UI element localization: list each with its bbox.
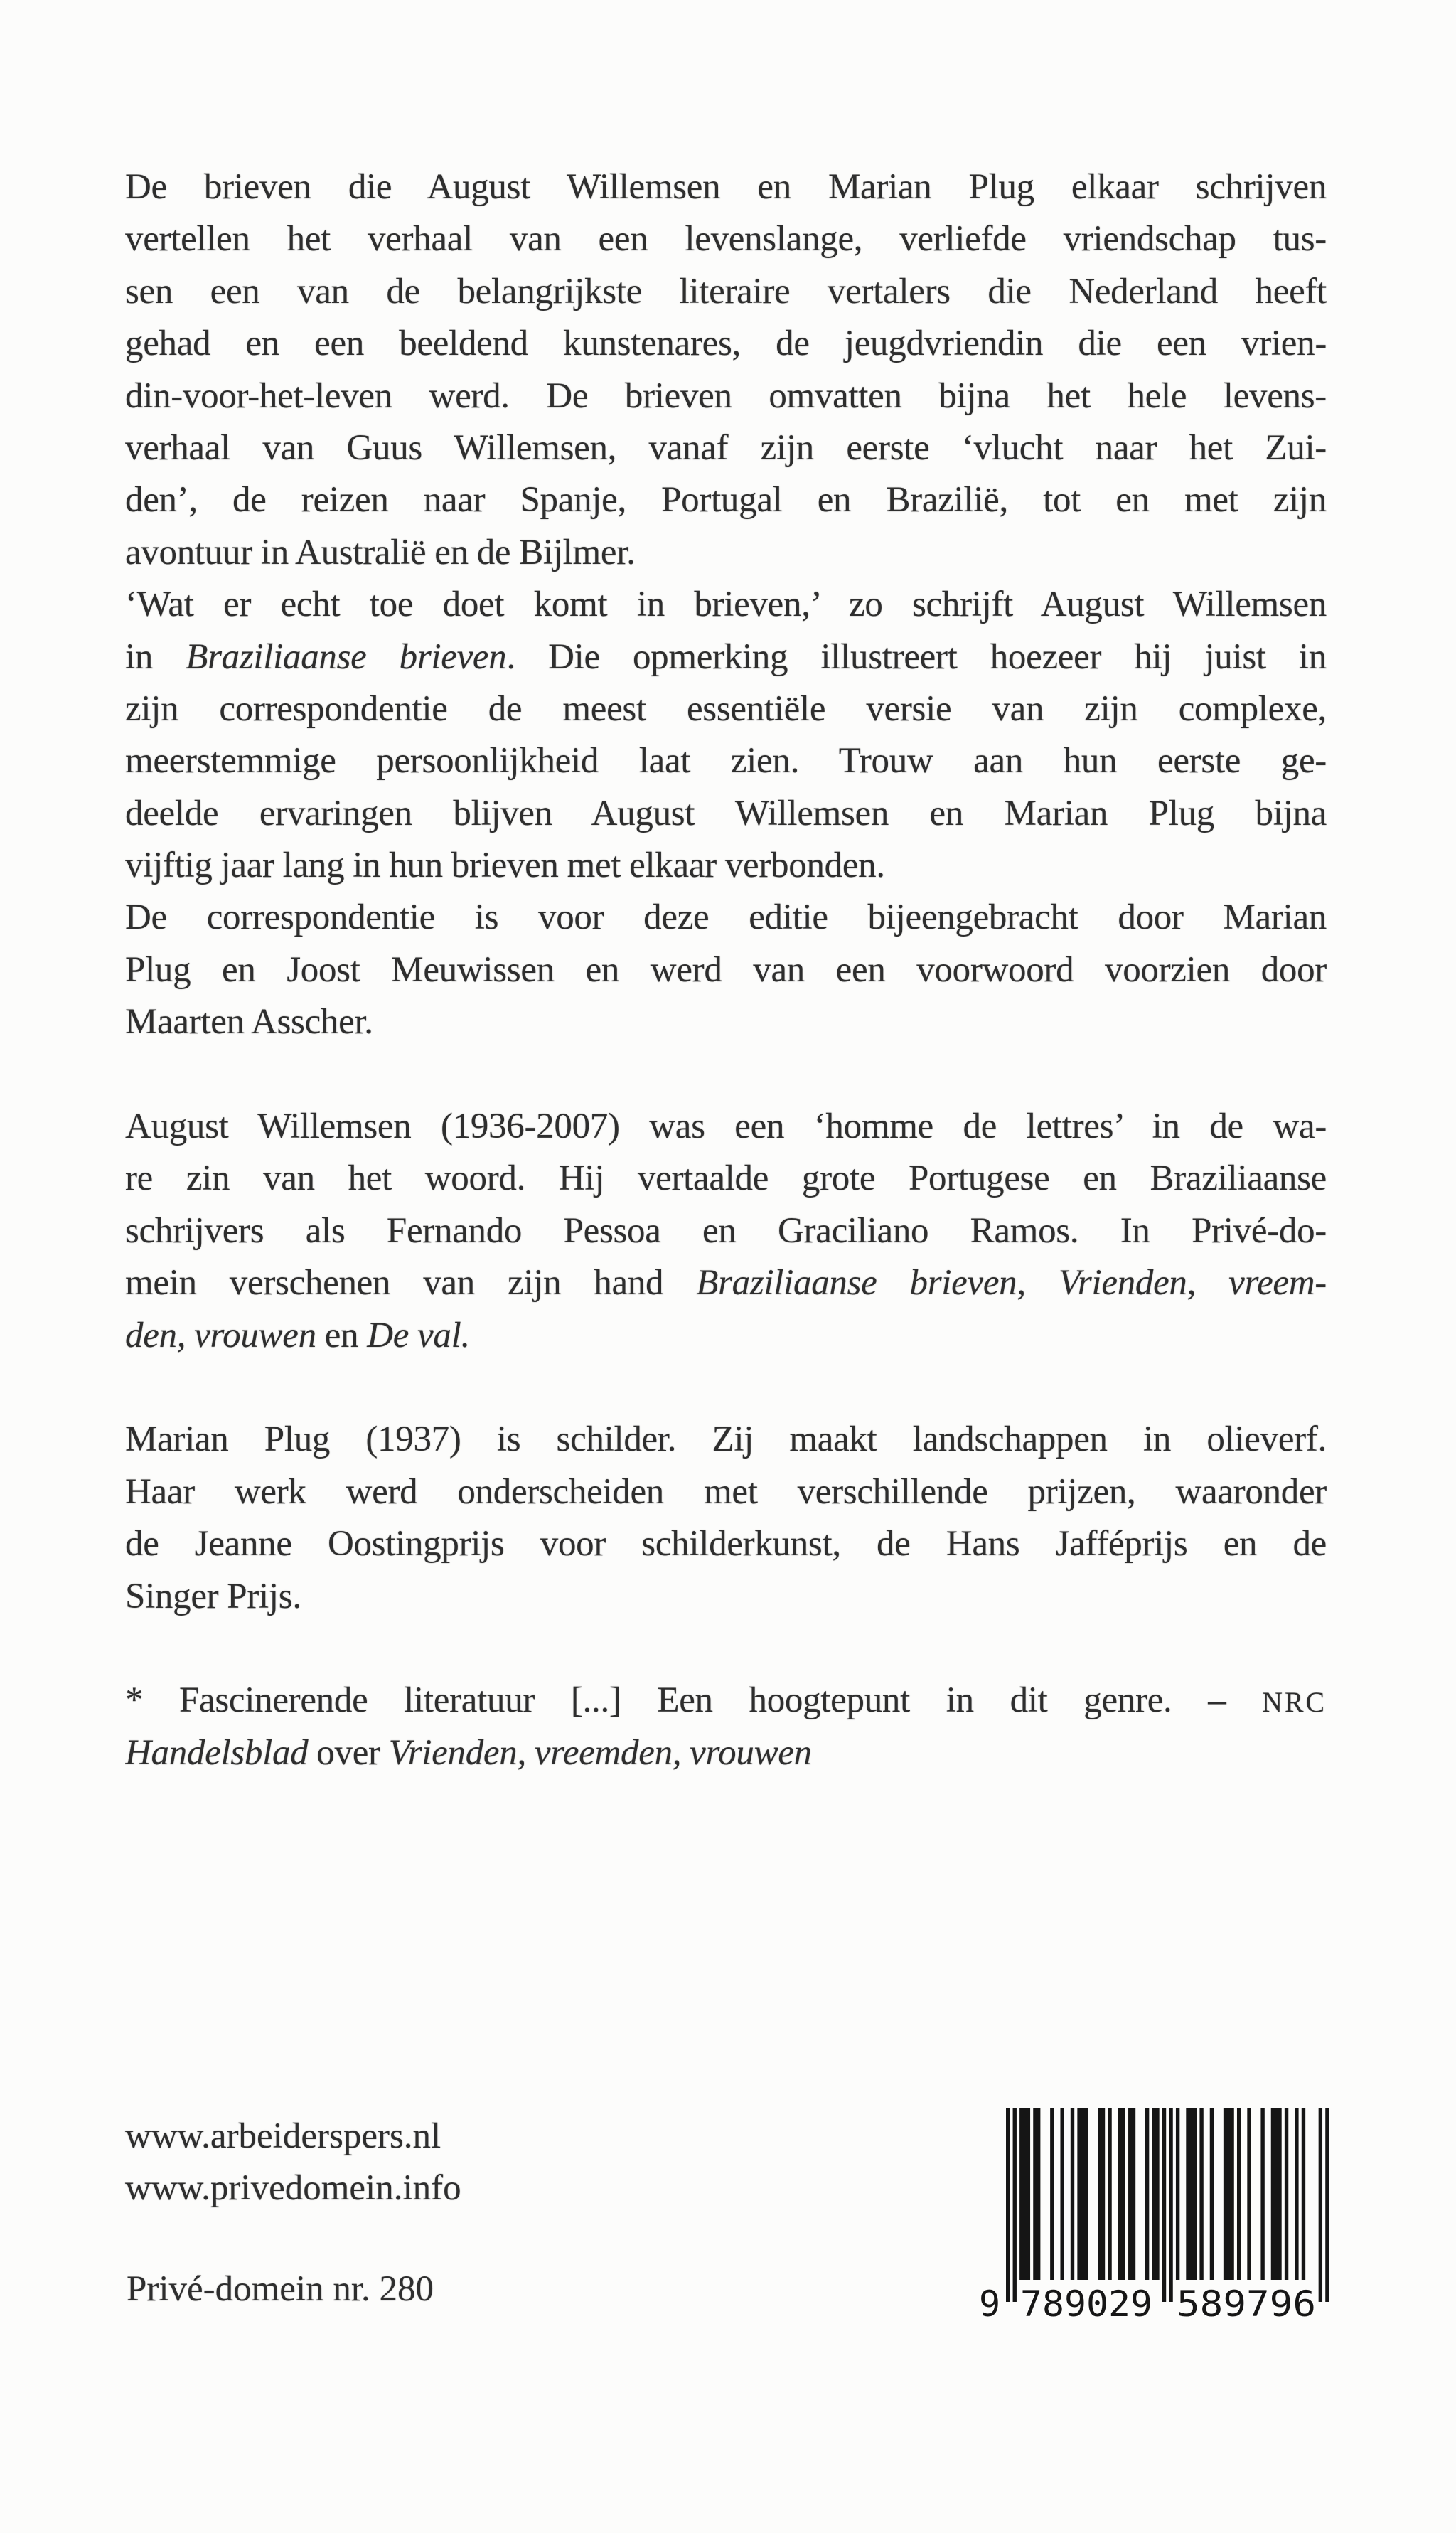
text-line — [125, 1414, 1327, 1466]
text-segment: over — [308, 1732, 389, 1773]
text-segment: verhaal van Guus Willemsen, vanaf zijn eerste ‘vlucht naar het Zui- — [125, 427, 1327, 468]
text-line — [125, 266, 1327, 318]
text-line — [125, 683, 1327, 735]
text-line — [125, 996, 1327, 1048]
text-segment: Singer Prijs. — [125, 1576, 301, 1616]
text-segment: de Jeanne Oostingprijs voor schilderkunst, de Hans Jafféprijs en de — [125, 1524, 1327, 1564]
text-line — [125, 318, 1327, 370]
book-title-text: den, vrouwen — [125, 1315, 316, 1355]
newspaper-name: NRC — [1262, 1687, 1327, 1719]
text-line — [125, 1153, 1327, 1205]
svg-text:789029: 789029 — [1020, 2283, 1152, 2325]
text-line — [125, 213, 1327, 265]
paragraph — [125, 1101, 1327, 1362]
text-line — [125, 161, 1327, 213]
series-number: Privé-domein nr. 280 — [127, 2269, 434, 2309]
text-line — [125, 1571, 1327, 1623]
text-segment: avontuur in Australië en de Bijlmer. — [125, 532, 636, 572]
privedomein-website: www.privedomein.info — [125, 2168, 461, 2209]
text-segment: . Die opmerking illustreert hoezeer hij juist in — [506, 636, 1327, 677]
text-segment: in — [125, 636, 186, 677]
text-line — [125, 631, 1327, 683]
text-line — [125, 527, 1327, 579]
text-segment: vertellen het verhaal van een levenslange, verliefde vriendschap tus- — [125, 219, 1327, 260]
text-segment: mein verschenen van zijn hand — [125, 1263, 697, 1303]
text-line — [125, 422, 1327, 474]
isbn-barcode — [973, 2108, 1329, 2325]
text-segment: Plug en Joost Meuwissen en werd van een voorwoord voorzien door — [125, 949, 1327, 990]
text-line — [125, 370, 1327, 422]
text-segment: en — [316, 1315, 368, 1355]
text-line — [125, 892, 1327, 944]
text-line — [125, 1205, 1327, 1257]
text-segment: den’, de reizen naar Spanje, Portugal en Brazilië, tot en met zijn — [125, 480, 1327, 521]
text-segment: vijftig jaar lang in hun brieven met elkaar verbonden. — [125, 846, 885, 886]
text-segment: deelde ervaringen blijven August Willemsen en Marian Plug bijna — [125, 793, 1327, 833]
text-segment: meerstemmige persoonlijkheid laat zien. Trouw aan hun eerste ge- — [125, 741, 1327, 782]
blurb-text — [125, 161, 1327, 1779]
text-line — [125, 1257, 1327, 1309]
text-line — [125, 474, 1327, 526]
text-segment: ‘Wat er echt toe doet komt in brieven,’ zo schrijft August Willemsen — [125, 585, 1327, 625]
text-segment: De correspondentie is voor deze editie bijeengebracht door Marian — [125, 897, 1327, 938]
text-line — [125, 1101, 1327, 1153]
barcode-bars — [973, 2108, 1329, 2325]
paragraph — [125, 1414, 1327, 1623]
publisher-website: www.arbeiderspers.nl — [125, 2116, 441, 2156]
text-segment: din-voor-het-leven werd. De brieven omvatten bijna het hele levens- — [125, 375, 1327, 416]
text-line — [125, 735, 1327, 787]
paragraph — [125, 1675, 1327, 1779]
paragraph — [125, 161, 1327, 579]
svg-text:589796: 589796 — [1177, 2283, 1316, 2325]
text-segment: Maarten Asscher. — [125, 1002, 373, 1042]
text-line — [125, 1675, 1327, 1727]
text-segment: re zin van het woord. Hij vertaalde grote Portugese en Braziliaanse — [125, 1158, 1327, 1199]
paragraph — [125, 579, 1327, 892]
text-segment: gehad en een beeldend kunstenares, de jeugdvriendin die een vrien- — [125, 324, 1327, 364]
text-segment: schrijvers als Fernando Pessoa en Graciliano Ramos. In Privé-do- — [125, 1210, 1327, 1251]
text-segment: sen een van de belangrijkste literaire vertalers die Nederland heeft — [125, 271, 1327, 311]
text-line — [125, 944, 1327, 996]
text-line — [125, 1727, 1327, 1779]
paragraph — [125, 892, 1327, 1048]
text-line — [125, 1466, 1327, 1518]
text-line — [125, 579, 1327, 631]
text-line — [125, 840, 1327, 892]
svg-text:9: 9 — [979, 2283, 1001, 2325]
book-title-text: De val. — [367, 1315, 470, 1355]
text-segment: * Fascinerende literatuur [...] Een hoogtepunt in dit genre. – — [125, 1680, 1263, 1721]
text-segment: Marian Plug (1937) is schilder. Zij maakt landschappen in olieverf. — [125, 1419, 1327, 1460]
text-line — [125, 1310, 1327, 1362]
book-title-text: Braziliaanse brieven, Vrienden, vreem- — [696, 1263, 1327, 1303]
text-segment: De brieven die August Willemsen en Marian Plug elkaar schrijven — [125, 167, 1327, 207]
publisher-links — [125, 2111, 461, 2215]
book-title-text: Braziliaanse brieven — [186, 636, 507, 677]
text-segment: Haar werk werd onderscheiden met verschillende prijzen, waaronder — [125, 1471, 1327, 1512]
text-segment: zijn correspondentie de meest essentiële versie van zijn complexe, — [125, 688, 1327, 729]
text-line — [125, 788, 1327, 840]
text-segment: August Willemsen (1936-2007) was een ‘homme de lettres’ in de wa- — [125, 1106, 1327, 1147]
book-title-text: Vrienden, vreemden, vrouwen — [388, 1732, 812, 1773]
book-title-text: Handelsblad — [125, 1732, 309, 1773]
text-line — [125, 1518, 1327, 1570]
